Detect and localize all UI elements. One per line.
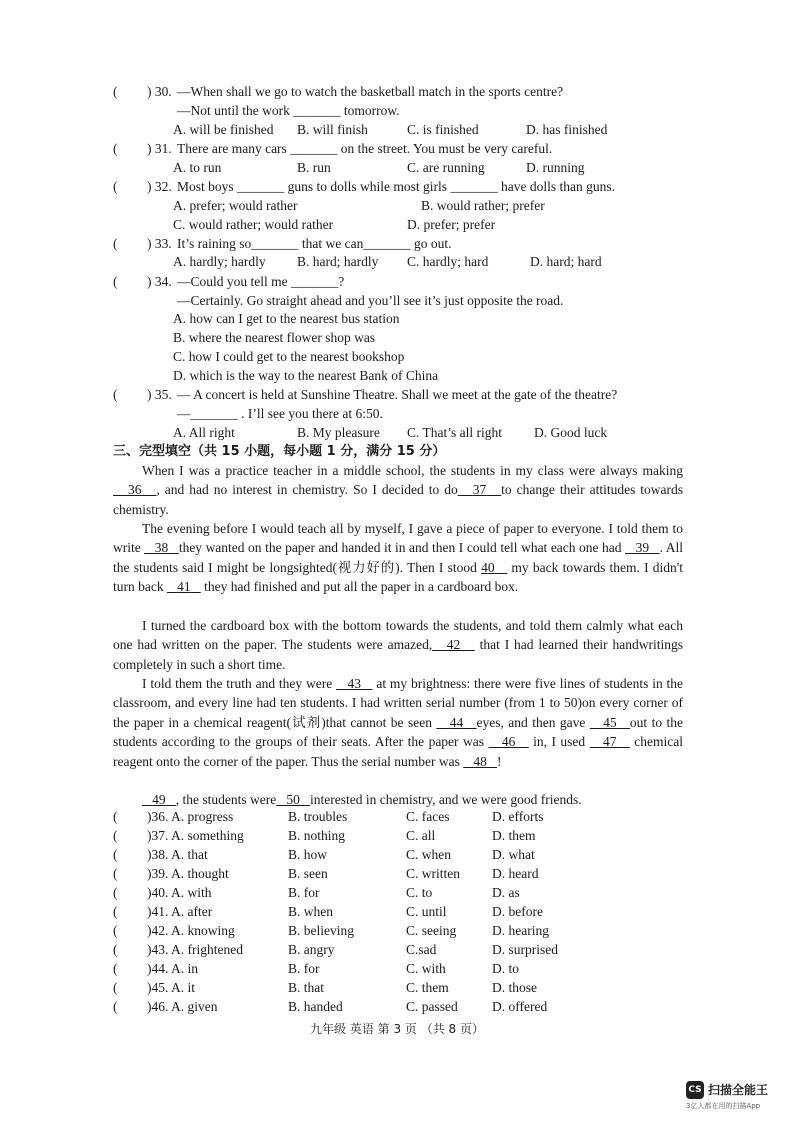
blank-45: 45 [603, 714, 617, 730]
blank-38: 38 [154, 540, 169, 556]
blank-46: 46 [501, 734, 516, 750]
cloze-option-d: D. heard [492, 866, 539, 881]
answer-paren: ( [113, 961, 118, 976]
cloze-option-c: C. with [406, 961, 446, 976]
question-34-reply: —Certainly. Go straight ahead and you’ll see it’s just opposite the road. [177, 293, 564, 308]
passage-paragraph-2: The evening before I would teach all by myself, I gave a piece of paper to everyone. I told them to write 38 they wanted on the paper and handed it in and then I could tell what each one had 39 . All the students said I might be longsighted(视力好的). Then I stood 40 my back towards them. I didn't turn back 41 they had finished and put all the paper in a cardboard box. [113, 521, 684, 595]
blank-41: 41 [177, 579, 191, 595]
blank-50: 50 [286, 792, 300, 807]
question-34-option-a: A. how can I get to the nearest bus station [173, 311, 400, 326]
cloze-option-b: B. how [288, 847, 328, 862]
cloze-option-c: C. passed [406, 999, 458, 1014]
cloze-option-d: D. them [492, 828, 536, 843]
answer-paren: ( [113, 236, 118, 251]
answer-paren: ( [113, 274, 118, 289]
blank-47: 47 [602, 734, 617, 750]
question-34: ( ) 34. —Could you tell me _______? [113, 274, 345, 289]
cloze-option-d: D. offered [492, 999, 548, 1014]
passage-paragraph-4: I told them the truth and they were 43 at my brightness: there were five lines of students in the classroom, and every line had ten students. I had written serial number (from 1 to 50)on every corner of the paper in a chemical reagent(试剂)that cannot be seen 44 eyes, and then gave 45 out to the students according to the groups of their seats. After the paper was 46 in, I used 47 chemical reagent onto the corner of the paper. Thus the serial number was 48 ! [113, 676, 684, 769]
passage-paragraph-1: When I was a practice teacher in a middle school, the students in my class were always making 36 , and had no interest in chemistry. So I decided to do 37 to change their attitudes towards chemistry. [113, 463, 684, 517]
cloze-option-c: C. faces [406, 809, 450, 824]
cloze-option-b: B. believing [288, 923, 354, 938]
cloze-option-b: B. for [288, 885, 320, 900]
cloze-option-c: C. all [406, 828, 436, 843]
question-35-reply: —_______ . I’ll see you there at 6:50. [177, 406, 383, 421]
answer-paren: ( [113, 980, 118, 995]
answer-paren: ( [113, 809, 118, 824]
cloze-option-c: C. seeing [406, 923, 457, 938]
exam-page: ( ) 30. —When shall we go to watch the basketball match in the sports centre? —Not until the work _______ tomorrow. A. will be finished B. will finish C. is finished D. has finished ( ) 31. There are many cars _______ on the street. You must be very careful. A. to run B. run C. are running D. running ( ) 32. Most boys _______ guns to dolls while most girls _______ have dolls than guns. A. prefer; would rather B. would rather; prefer C. would rather; would rather D. prefer; prefer ( ) 33. It’s raining so_______ that we can_______ go out. A. hardly; hardly B. hard; hardly C. hardly; hard D. hard; hard ( ) 34. —Could you tell me _______? —Certainly. Go straight ahead and you’ll see it’s just opposite the road. A. how can I get to the nearest bus station B. where the nearest flower shop was C. how I could get to the nearest bookshop D. which is the way to the nearest Bank of China ( ) 35. — A concert is held at Sunshine Theatre. Shall we meet at the gate of the theatre? —_______ . I’ll see you there at 6:50. A. All right B. My pleasure C. That’s all right D. Good luck 三、完型填空（共 15 小题，每小题 1 分，满分 15 分） When I was a practice teacher in a middle school, the students in my class were always making 36 , and had no interest in chemistry. So I decided to do 37 to change their attitudes towards chemistry. The evening before I would teach all by myself, I gave a piece of paper to everyone. I told them to write 38 they wanted on the paper and handed it in and then I could tell what each one had 39 . All the students said I might be longsighted(视力好的). Then I stood 40 my back towards them. I didn't turn back 41 they had finished and put all the paper in a cardboard box. I turned the cardboard box with the bottom towards the students, and told them calmly what each one had written on the paper. The students were amazed, 42 that I had learned their handwritings completely in such a short time. I told them the truth and they were 43 at my brightness: there were five lines of students in the classroom, and every line had ten students. I had written serial number (from 1 to 50)on every corner of the paper in a chemical reagent(试剂)that cannot be seen 44 eyes, and then gave 45 out to the students according to the groups of their seats. After the paper was 46 in, I used 47 chemical reagent onto the corner of the paper. Thus the serial number was 48 ! 49 , the students were 50 interested in chemistry, and we were good friends. ( )36. A. progress B. troubles C. faces D. efforts ( )37. A. something B. nothing C. all D. them ( )38. A. that B. how C. when D. what ( )39. A. thought B. seen C. written D. heard ( )40. A. with B. for C. to D. as ( )41. A. after B. when C. until D. before ( )42. A. knowing B. believing C. seeing D. hearing ( )43. A. frightened B. angry C.sad D. surprised ( )44. A. in B. for C. with D. to ( )45. A. it B. that C. them D. those ( )46. A. given B. handed C. passed D. offered 九年级 英语 第 3 页 （共 8 页） CS 扫描全能王 3亿人都在用的扫描App [0, 0, 794, 1125]
blank-36: 36 [127, 482, 142, 498]
answer-paren: ( [113, 179, 118, 194]
answer-paren: ( [113, 904, 118, 919]
cloze-option-num: )45. A. it [147, 980, 196, 995]
cloze-option-c: C. written [406, 866, 460, 881]
cloze-option-d: D. as [492, 885, 520, 900]
cloze-option-b: B. that [288, 980, 324, 995]
question-34-option-c: C. how I could get to the nearest bookshop [173, 349, 405, 364]
cloze-option-num: )38. A. that [147, 847, 208, 862]
cloze-option-b: B. handed [288, 999, 343, 1014]
section-3-title: 三、完型填空（共 15 小题，每小题 1 分，满分 15 分） [113, 444, 446, 459]
question-34-option-d: D. which is the way to the nearest Bank of China [173, 368, 439, 383]
blank-44: 44 [449, 714, 464, 730]
cloze-option-b: B. for [288, 961, 320, 976]
cloze-option-num: )46. A. given [147, 999, 218, 1014]
cloze-option-d: D. what [492, 847, 535, 862]
cloze-option-num: )44. A. in [147, 961, 199, 976]
cloze-option-num: )43. A. frightened [147, 942, 243, 957]
cloze-option-num: )36. A. progress [147, 809, 234, 824]
passage-paragraph-5: 49 , the students were 50 interested in chemistry, and we were good friends. [113, 790, 683, 809]
question-30-reply: —Not until the work _______ tomorrow. [177, 103, 400, 118]
watermark-tagline: 3亿人都在用的扫描App [686, 1102, 761, 1110]
scanner-watermark [686, 1079, 786, 1115]
question-33: ( ) 33. It’s raining so_______ that we can_______ go out. [113, 236, 452, 251]
blank-40: 40 [481, 559, 495, 575]
cloze-option-d: D. those [492, 980, 537, 995]
question-34-option-b: B. where the nearest flower shop was [173, 330, 376, 345]
cloze-option-d: D. before [492, 904, 543, 919]
cloze-option-num: )37. A. something [147, 828, 244, 843]
cloze-option-num: )42. A. knowing [147, 923, 235, 938]
cloze-option-c: C. when [406, 847, 451, 862]
answer-paren: ( [113, 828, 118, 843]
question-35: ( ) 35. — A concert is held at Sunshine Theatre. Shall we meet at the gate of the theatre? [113, 387, 618, 402]
cloze-option-d: D. surprised [492, 942, 558, 957]
blank-48: 48 [473, 753, 487, 769]
cloze-option-c: C.sad [406, 942, 437, 957]
blank-42: 42 [446, 637, 461, 653]
blank-43: 43 [347, 676, 362, 691]
blank-39: 39 [635, 540, 650, 556]
passage-paragraph-3: I turned the cardboard box with the bottom towards the students, and told them calmly what each one had written on the paper. The students were amazed, 42 that I had learned their handwritings completely in such a short time. [113, 618, 684, 672]
question-32: ( ) 32. Most boys _______ guns to dolls while most girls _______ have dolls than guns. [113, 179, 616, 194]
cloze-option-num: )40. A. with [147, 885, 212, 900]
cloze-option-c: C. until [406, 904, 447, 919]
answer-paren: ( [113, 885, 118, 900]
cloze-option-d: D. hearing [492, 923, 549, 938]
cloze-option-b: B. troubles [288, 809, 348, 824]
answer-paren: ( [113, 999, 118, 1014]
page-footer: 九年级 英语 第 3 页 （共 8 页） [310, 1022, 484, 1036]
answer-paren: ( [113, 387, 118, 402]
question-31: ( ) 31. There are many cars _______ on the street. You must be very careful. [113, 141, 553, 156]
cloze-option-num: )39. A. thought [147, 866, 229, 881]
answer-paren: ( [113, 84, 118, 99]
cloze-option-num: )41. A. after [147, 904, 213, 919]
answer-paren: ( [113, 942, 118, 957]
cloze-option-b: B. when [288, 904, 333, 919]
cloze-option-c: C. to [406, 885, 433, 900]
answer-paren: ( [113, 866, 118, 881]
cloze-option-d: D. efforts [492, 809, 544, 824]
answer-paren: ( [113, 847, 118, 862]
cloze-option-d: D. to [492, 961, 519, 976]
answer-paren: ( [113, 141, 118, 156]
cloze-option-b: B. seen [288, 866, 328, 881]
watermark-brand: 扫描全能王 [708, 1083, 769, 1097]
cloze-option-c: C. them [406, 980, 449, 995]
cloze-option-b: B. nothing [288, 828, 346, 843]
question-30: ( ) 30. —When shall we go to watch the basketball match in the sports centre? [113, 84, 564, 99]
cloze-option-b: B. angry [288, 942, 335, 957]
blank-37: 37 [472, 482, 487, 498]
answer-paren: ( [113, 923, 118, 938]
blank-49: 49 [152, 792, 166, 807]
camscanner-logo-icon: CS [686, 1081, 704, 1099]
